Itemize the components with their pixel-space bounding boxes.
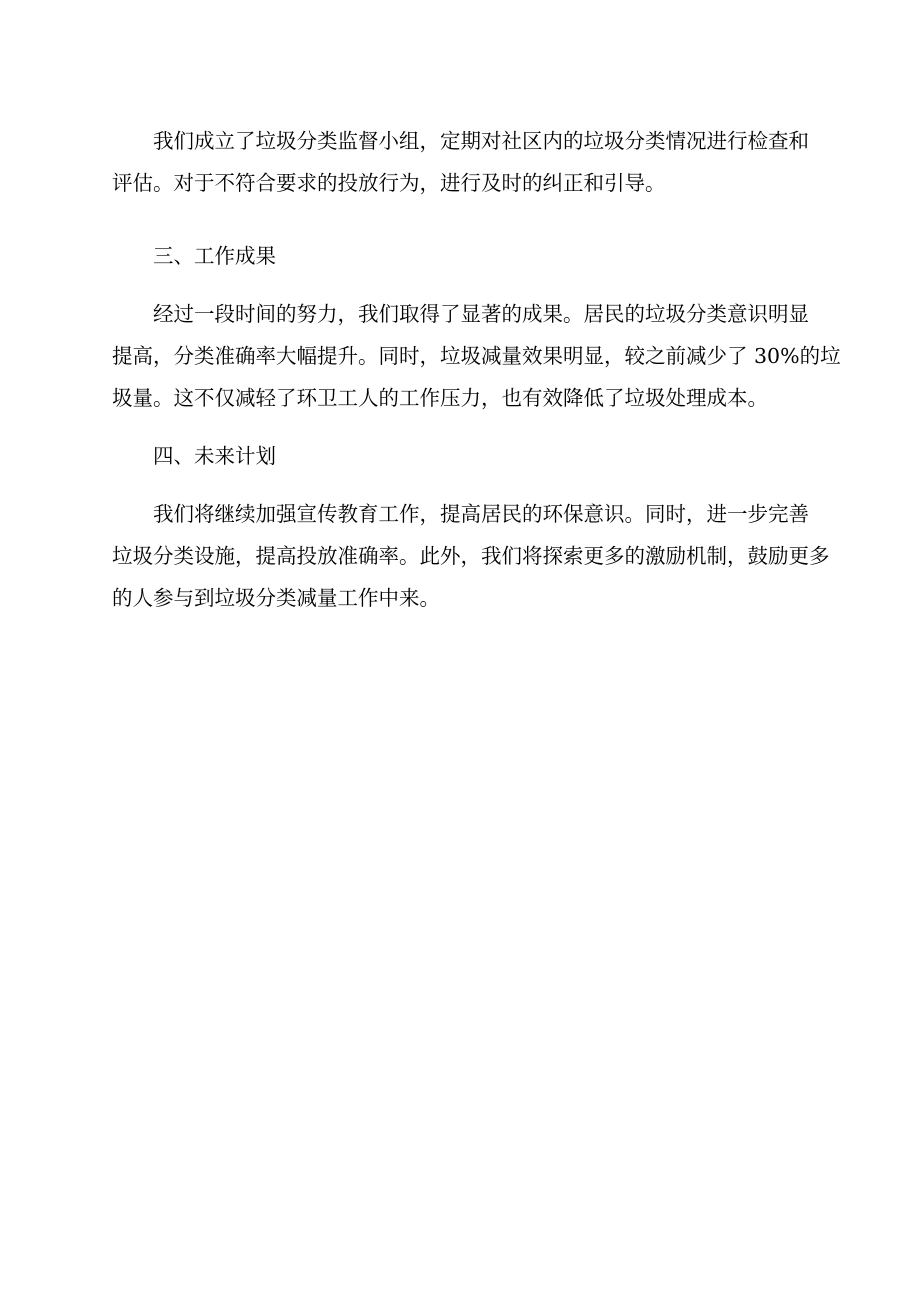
section-results [112, 235, 841, 419]
paragraph-line: 的人参与到垃圾分类减量工作中来。 [112, 586, 440, 610]
section-paragraph [112, 293, 841, 419]
section-heading: 三、工作成果 [153, 244, 276, 268]
section-paragraph [112, 493, 830, 619]
section-heading: 四、未来计划 [153, 444, 276, 468]
paragraph-line: 圾量。这不仅减轻了环卫工人的工作压力，也有效降低了垃圾处理成本。 [112, 386, 768, 410]
spacer [112, 204, 808, 235]
paragraph-line: 我们将继续加强宣传教育工作，提高居民的环保意识。同时，进一步完善 [153, 502, 809, 526]
paragraph-line: 提高，分类准确率大幅提升。同时，垃圾减量效果明显，较之前减少了 30%的垃 [112, 344, 841, 368]
paragraph-supervision [112, 120, 808, 204]
document-body [112, 120, 841, 619]
section-future-plan [112, 435, 830, 619]
spacer [112, 419, 808, 435]
paragraph-line: 经过一段时间的努力，我们取得了显著的成果。居民的垃圾分类意识明显 [153, 302, 809, 326]
paragraph-line: 评估。对于不符合要求的投放行为，进行及时的纠正和引导。 [112, 171, 666, 195]
paragraph-line: 垃圾分类设施，提高投放准确率。此外，我们将探索更多的激励机制，鼓励更多 [112, 544, 830, 568]
paragraph-line: 我们成立了垃圾分类监督小组，定期对社区内的垃圾分类情况进行检查和 [153, 129, 809, 153]
